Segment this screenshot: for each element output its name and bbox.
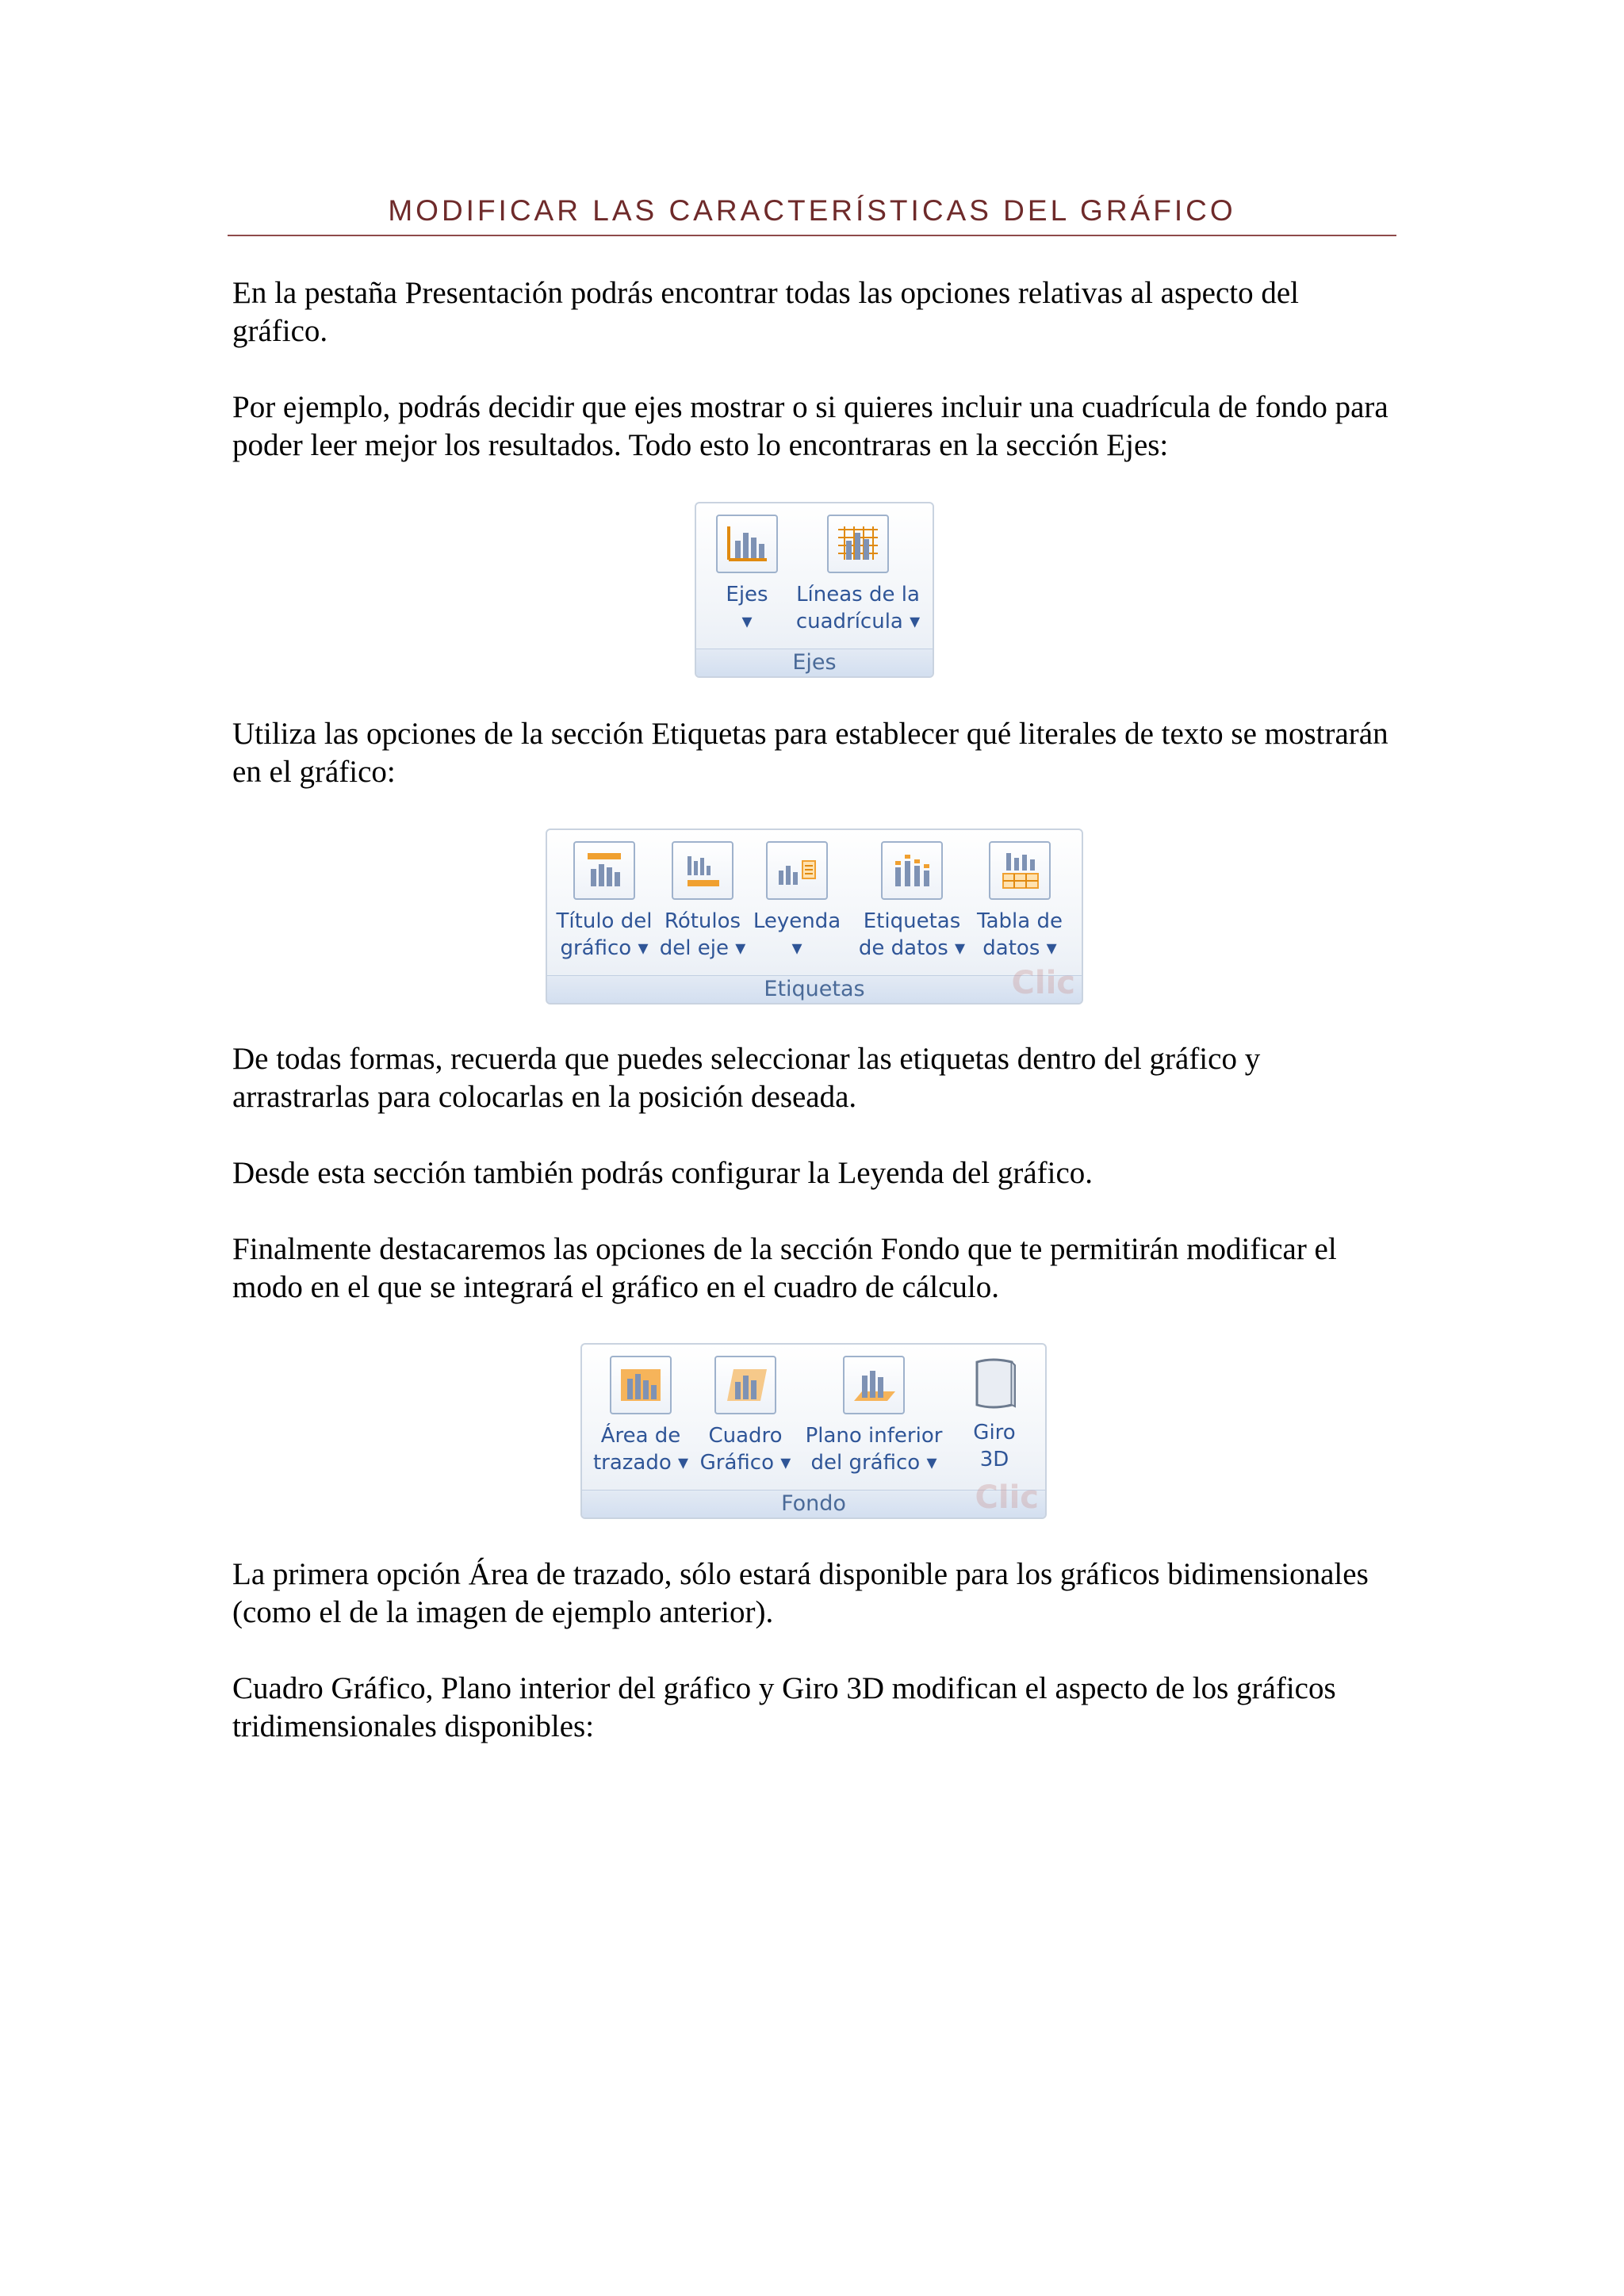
group-label-etiquetas: Etiquetas	[547, 975, 1082, 1003]
paragraph-area-trazado: La primera opción Área de trazado, sólo estará disponible para los gráficos bidimensionales (como el de la imagen de ejemplo anterior).	[232, 1557, 1369, 1629]
tabla-datos-button[interactable]	[967, 841, 1072, 962]
titulo-label-1: Título del	[556, 909, 653, 933]
leyenda-button[interactable]	[749, 841, 845, 962]
plano-label-2: del gráfico ▾	[810, 1451, 937, 1475]
ribbon-group-fondo	[580, 1343, 1047, 1519]
ejes-button[interactable]	[709, 515, 785, 635]
paragraph-intro: En la pestaña Presentación podrás encontrar todas las opciones relativas al aspecto del gráfico.	[232, 276, 1300, 348]
data-table-icon	[989, 841, 1051, 900]
axes-chart-icon	[716, 515, 778, 573]
paragraph-leyenda: Desde esta sección también podrás configurar la Leyenda del gráfico.	[232, 1156, 1094, 1190]
lineas-button-label-2: cuadrícula ▾	[795, 610, 921, 633]
plano-inferior-button[interactable]	[796, 1356, 952, 1476]
chevron-down-icon: ▾	[741, 610, 753, 633]
area-label-1: Área de	[600, 1424, 681, 1448]
gridlines-chart-icon	[827, 515, 889, 573]
rotation-3d-icon	[965, 1356, 1024, 1411]
chart-wall-icon	[714, 1356, 776, 1414]
ribbon-group-ejes	[695, 502, 934, 678]
chart-title-icon	[573, 841, 635, 900]
lineas-cuadricula-button[interactable]	[790, 515, 926, 635]
paragraph-tridimensionales: Cuadro Gráfico, Plano interior del gráfico y Giro 3D modifican el aspecto de los gráficos tridimensionales disponibles:	[232, 1671, 1336, 1743]
watermark-logo: Clic	[1011, 965, 1075, 1001]
titulo-grafico-button[interactable]	[552, 841, 657, 962]
data-labels-icon	[881, 841, 943, 900]
area-label-2: trazado ▾	[592, 1451, 689, 1475]
ejes-button-label-1: Ejes	[726, 583, 768, 607]
watermark-logo: Clic	[975, 1479, 1039, 1516]
cuadro-grafico-button[interactable]	[696, 1356, 795, 1476]
etiquetas-datos-label-2: de datos ▾	[858, 936, 966, 960]
etiquetas-datos-label-1: Etiquetas	[863, 909, 961, 933]
rotulos-eje-button[interactable]	[658, 841, 747, 962]
group-label-ejes: Ejes	[696, 649, 933, 676]
cuadro-label-2: Gráfico ▾	[699, 1451, 791, 1475]
chart-floor-icon	[843, 1356, 905, 1414]
ribbon-group-etiquetas	[546, 828, 1083, 1004]
paragraph-etiquetas: Utiliza las opciones de la sección Etiquetas para establecer qué literales de texto se mostrarán en el gráfico:	[232, 717, 1388, 789]
area-trazado-button[interactable]	[587, 1356, 695, 1476]
etiquetas-datos-button[interactable]	[858, 841, 966, 962]
giro-label-1: Giro	[973, 1421, 1016, 1445]
paragraph-arrastrar: De todas formas, recuerda que puedes seleccionar las etiquetas dentro del gráfico y arrastrarlas para colocarlas en la posición deseada.	[232, 1042, 1261, 1114]
paragraph-ejes: Por ejemplo, podrás decidir que ejes mostrar o si quieres incluir una cuadrícula de fondo para poder leer mejor los resultados. Todo esto lo encontraras en la sección Ejes:	[232, 390, 1388, 462]
tabla-datos-label-1: Tabla de	[977, 909, 1063, 933]
cuadro-label-1: Cuadro	[708, 1424, 783, 1448]
plot-area-icon	[610, 1356, 672, 1414]
titulo-label-2: gráfico ▾	[560, 936, 649, 960]
paragraph-fondo: Finalmente destacaremos las opciones de la sección Fondo que te permitirán modificar el modo en el que se integrará el gráfico en el cuadro de cálculo.	[232, 1232, 1337, 1304]
rotulos-label-1: Rótulos	[664, 909, 741, 933]
lineas-button-label-1: Líneas de la	[796, 583, 920, 607]
rotulos-label-2: del eje ▾	[659, 936, 746, 960]
chevron-down-icon: ▾	[791, 936, 802, 960]
giro-3d-button[interactable]	[955, 1356, 1034, 1473]
legend-icon	[766, 841, 828, 900]
tabla-datos-label-2: datos ▾	[982, 936, 1057, 960]
axis-titles-icon	[672, 841, 733, 900]
page-title: MODIFICAR LAS CARACTERÍSTICAS DEL GRÁFICO	[228, 187, 1396, 236]
giro-label-2: 3D	[979, 1448, 1009, 1471]
group-label-fondo: Fondo	[582, 1490, 1045, 1517]
plano-label-1: Plano inferior	[805, 1424, 943, 1448]
leyenda-label-1: Leyenda	[753, 909, 841, 933]
